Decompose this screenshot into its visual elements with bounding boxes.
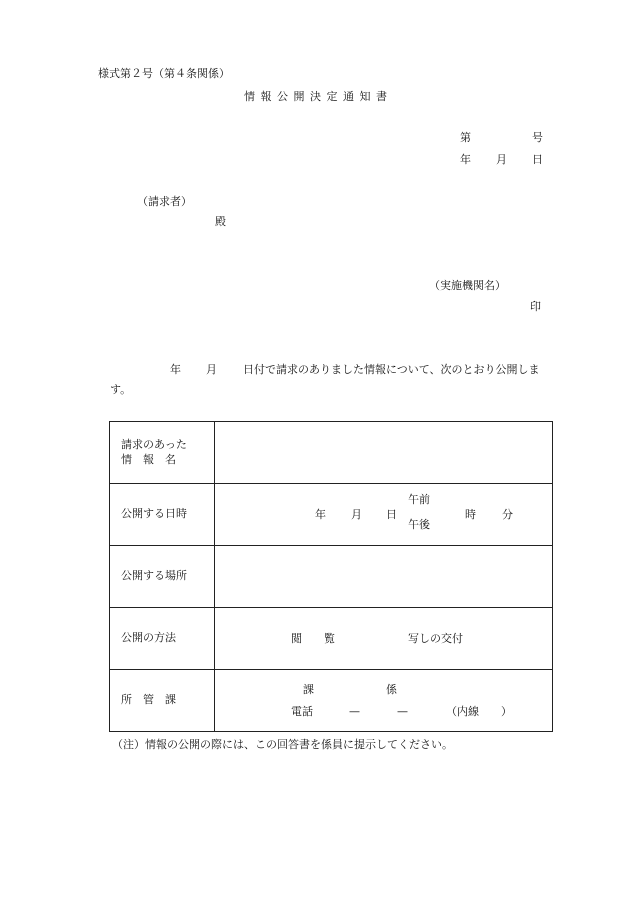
agency-label: （実施機関名） bbox=[429, 279, 506, 292]
table-row-info-name bbox=[110, 422, 553, 484]
dt-day: 日 bbox=[386, 508, 397, 521]
label-datetime: 公開する日時 bbox=[110, 484, 215, 546]
date-month: 月 bbox=[496, 153, 507, 166]
label-info-name-line1: 請求のあった bbox=[121, 437, 187, 451]
dt-year: 年 bbox=[315, 508, 326, 521]
value-department[interactable] bbox=[215, 670, 553, 732]
body-year: 年 bbox=[170, 363, 181, 376]
method-viewing: 閲 覧 bbox=[291, 632, 335, 645]
label-info-name-line2: 情 報 名 bbox=[121, 452, 176, 466]
dt-hour: 時 bbox=[465, 508, 476, 521]
dept-tel: 電話 bbox=[291, 705, 313, 718]
dt-minute: 分 bbox=[502, 508, 513, 521]
dt-pm: 午後 bbox=[408, 518, 430, 531]
form-number: 様式第２号（第４条関係） bbox=[98, 67, 230, 80]
doc-number-go: 号 bbox=[532, 131, 543, 144]
value-method[interactable] bbox=[215, 608, 553, 670]
seal-mark: 印 bbox=[530, 300, 541, 313]
label-place: 公開する場所 bbox=[110, 546, 215, 608]
dept-extension: （内線 ） bbox=[446, 705, 512, 718]
footnote: （注）情報の公開の際には、この回答書を係員に提示してください。 bbox=[112, 738, 453, 751]
dept-kakari: 係 bbox=[386, 683, 397, 696]
body-text-line2: す。 bbox=[110, 383, 132, 396]
document-title: 情 報 公 開 決 定 通 知 書 bbox=[244, 90, 388, 103]
requester-honorific: 殿 bbox=[215, 215, 226, 228]
dept-dash2: — bbox=[397, 705, 408, 718]
requester-label: （請求者） bbox=[137, 195, 192, 208]
doc-number-dai: 第 bbox=[460, 131, 471, 144]
body-text-line1: 日付で請求のありました情報について、次のとおり公開しま bbox=[243, 363, 540, 376]
dept-ka: 課 bbox=[303, 683, 314, 696]
decision-table bbox=[109, 421, 553, 732]
value-info-name[interactable] bbox=[215, 422, 553, 484]
date-year: 年 bbox=[460, 153, 471, 166]
table-row-department bbox=[110, 670, 553, 732]
label-info-name bbox=[110, 422, 215, 484]
method-copy: 写しの交付 bbox=[408, 632, 463, 645]
table-row-place bbox=[110, 546, 553, 608]
table-row-method bbox=[110, 608, 553, 670]
dt-month: 月 bbox=[351, 508, 362, 521]
body-month: 月 bbox=[206, 363, 217, 376]
dept-dash1: — bbox=[349, 705, 360, 718]
date-day: 日 bbox=[532, 153, 543, 166]
dt-am: 午前 bbox=[408, 493, 430, 506]
value-place[interactable] bbox=[215, 546, 553, 608]
table-row-datetime bbox=[110, 484, 553, 546]
label-department: 所 管 課 bbox=[110, 670, 215, 732]
label-method: 公開の方法 bbox=[110, 608, 215, 670]
value-datetime[interactable] bbox=[215, 484, 553, 546]
